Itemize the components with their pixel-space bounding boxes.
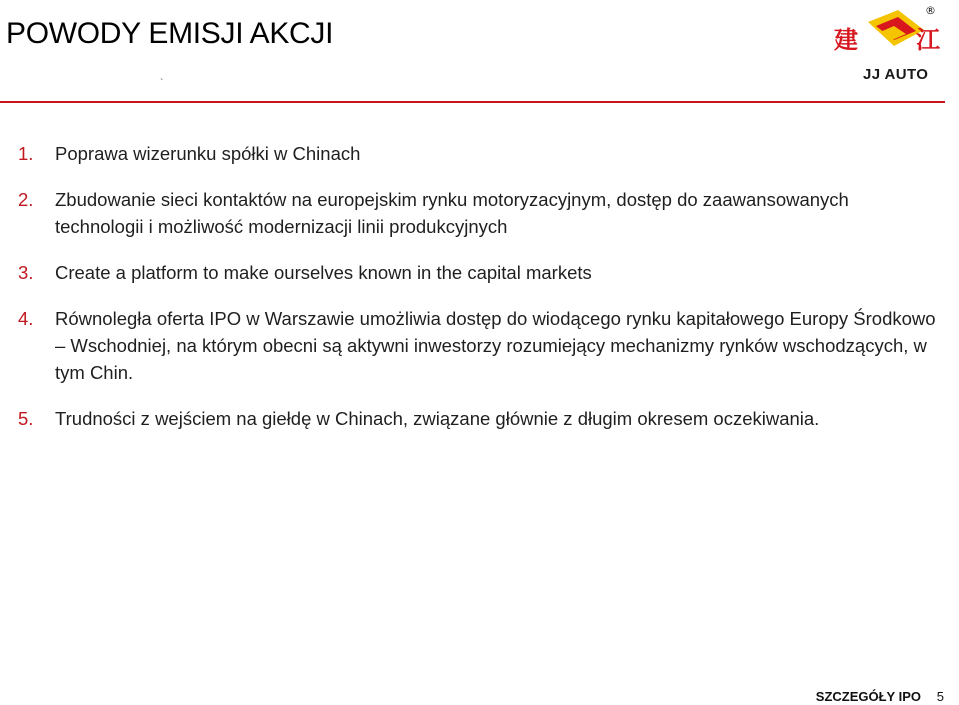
list-item [0,186,959,240]
list-item-number: 2. [18,189,34,210]
list-item [0,405,959,432]
list-item-text: Równoległa oferta IPO w Warszawie umożliwia dostęp do wiodącego rynku kapitałowego Europy Środkowo – Wschodniej, na którym obecni są aktywni inwestorzy rozumiejący mechanizmy rynków wschodzących, w tym Chin. [55,308,936,383]
list-item-number: 1. [18,143,34,164]
list-item [0,259,959,286]
list-item-text: Create a platform to make ourselves known in the capital markets [55,262,592,283]
logo-wordmark: JJ AUTO [863,66,929,83]
reasons-list [0,140,959,432]
logo-char-right: 江 [916,25,940,54]
logo-char-left: 建 [834,25,858,54]
page-number: 5 [936,689,944,704]
registered-mark-icon: ® [925,4,936,17]
stray-tick-mark: ` [160,78,164,89]
list-item [0,305,959,386]
slide-title: POWODY EMISJI AKCJI [6,17,334,50]
header-divider [0,101,945,103]
list-item [0,140,959,167]
footer-section-label: SZCZEGÓŁY IPO [815,689,921,704]
list-item-text: Trudności z wejściem na giełdę w Chinach, związane głównie z długim okresem oczekiwania. [55,408,820,429]
list-item-number: 4. [18,308,34,329]
list-item-number: 3. [18,262,34,283]
list-item-number: 5. [18,408,34,429]
list-item-text: Poprawa wizerunku spółki w Chinach [55,143,361,164]
list-item-text: Zbudowanie sieci kontaktów na europejskim rynku motoryzacyjnym, dostęp do zaawansowanych technologii i możliwość modernizacji linii produkcyjnych [55,189,849,237]
